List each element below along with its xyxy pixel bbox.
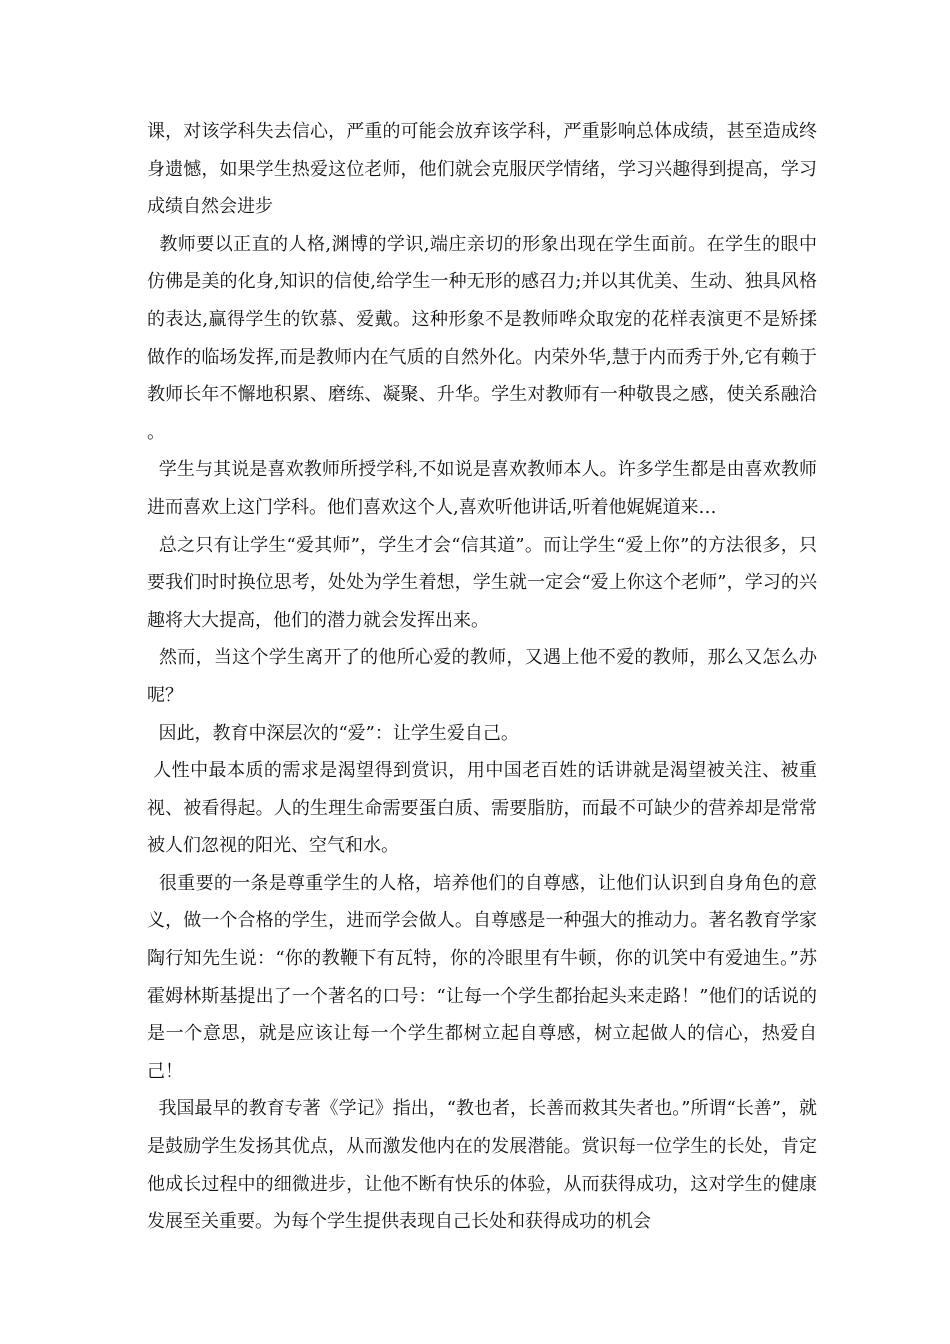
paragraph-4: 总之只有让学生“爱其师”，学生才会“信其道”。而让学生“爱上你”的方法很多，只要我们时时换位思考，处处为学生着想，学生就一定会“爱上你这个老师”，学习的兴趣将大大提高，他们的潜力就会发挥出来。 [147, 534, 817, 631]
paragraph-5: 然而，当这个学生离开了的他所心爱的教师，又遇上他不爱的教师，那么又怎么办呢？ [147, 647, 817, 706]
paragraph-3: 学生与其说是喜欢教师所授学科,不如说是喜欢教师本人。许多学生都是由喜欢教师进而喜欢上这门学科。他们喜欢这个人,喜欢听他讲话,听着他娓娓道来… [147, 459, 817, 518]
body-text [147, 113, 823, 1241]
paragraph-9: 我国最早的教育专著《学记》指出，“教也者，长善而救其失者也。”所谓“长善”，就是鼓励学生发扬其优点，从而激发他内在的发展潜能。赏识每一位学生的长处，肯定他成长过程中的细微进步，让他不断有快乐的体验，从而获得成功，这对学生的健康发展至关重要。为每个学生提供表现自己长处和获得成功的机会 [147, 1098, 817, 1233]
paragraph-1: 课，对该学科失去信心，严重的可能会放弃该学科，严重影响总体成绩，甚至造成终身遗憾，如果学生热爱这位老师，他们就会克服厌学情绪，学习兴趣得到提高，学习成绩自然会进步 [147, 121, 817, 218]
paragraph-2: 教师要以正直的人格,渊博的学识,端庄亲切的形象出现在学生面前。在学生的眼中仿佛是美的化身,知识的信使,给学生一种无形的感召力;并以其优美、生动、独具风格的表达,赢得学生的钦慕、爱戴。这种形象不是教师哗众取宠的花样表演更不是矫揉做作的临场发挥,而是教师内在气质的自然外化。内荣外华,慧于内而秀于外,它有赖于教师长年不懈地积累、磨练、凝聚、升华。学生对教师有一种敬畏之感，使关系融洽 。 [147, 233, 823, 443]
paragraph-6: 因此，教育中深层次的“爱”：让学生爱自己。 [147, 722, 519, 744]
paragraph-7: 人性中最本质的需求是渴望得到赏识，用中国老百姓的话讲就是渴望被关注、被重视、被看得起。人的生理生命需要蛋白质、需要脂肪，而最不可缺少的营养却是常常被人们忽视的阳光、空气和水。 [147, 760, 817, 857]
paragraph-8: 很重要的一条是尊重学生的人格，培养他们的自尊感，让他们认识到自身角色的意义，做一个合格的学生，进而学会做人。自尊感是一种强大的推动力。著名教育学家陶行知先生说：“你的教鞭下有瓦特，你的冷眼里有牛顿，你的讥笑中有爱迪生。”苏霍姆林斯基提出了一个著名的口号：“让每一个学生都抬起头来走路！”他们的话说的是一个意思，就是应该让每一个学生都树立起自尊感，树立起做人的信心，热爱自己！ [147, 872, 817, 1082]
